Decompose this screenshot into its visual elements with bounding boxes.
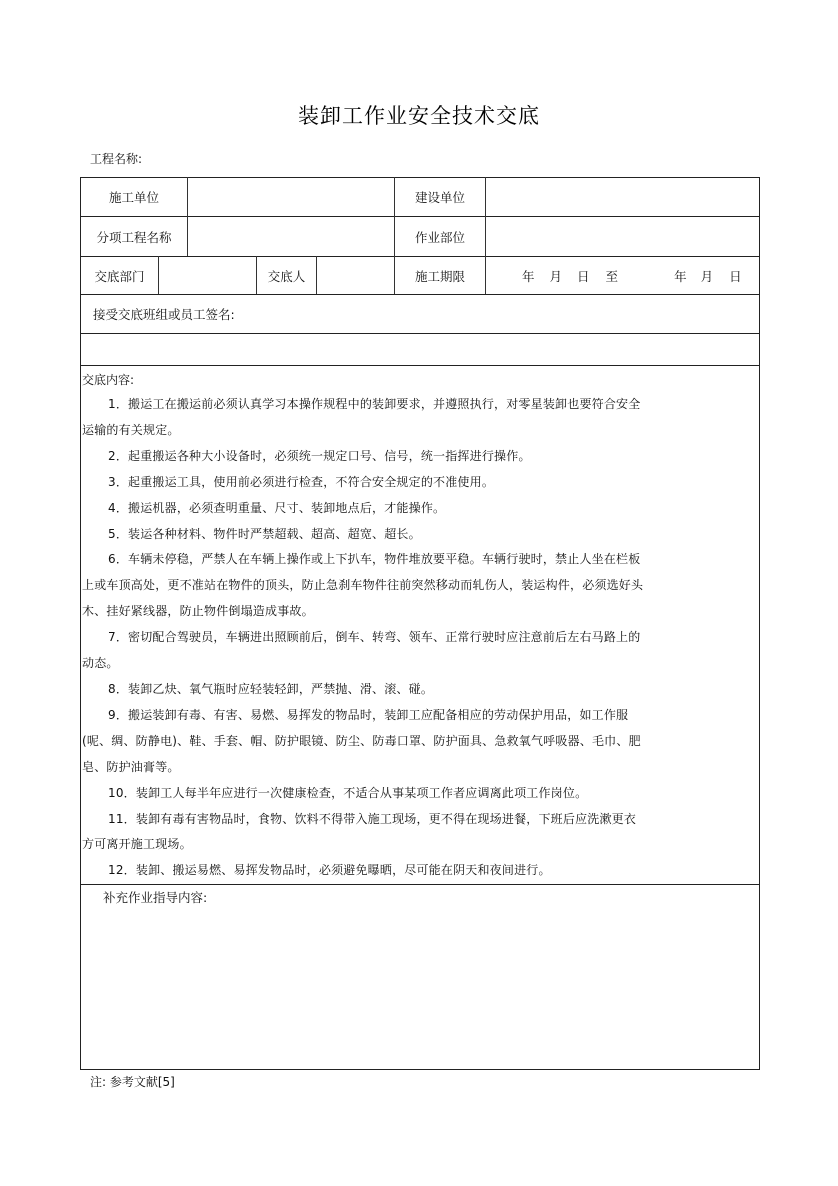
briefer-field[interactable] xyxy=(317,257,394,294)
construction-unit-field[interactable] xyxy=(188,178,394,216)
briefing-item: 5．装运各种材料、物件时严禁超载、超高、超宽、超长。 xyxy=(108,526,421,541)
briefing-item: 2．起重搬运各种大小设备时，必须统一规定口号、信号，统一指挥进行操作。 xyxy=(108,448,531,463)
supplement-field[interactable] xyxy=(81,908,759,1068)
period-label: 施工期限 xyxy=(414,268,465,284)
content-label: 交底内容: xyxy=(82,373,135,387)
period-to: 至 xyxy=(605,268,619,284)
period-field[interactable] xyxy=(486,257,759,294)
construction-unit-label: 施工单位 xyxy=(108,190,159,205)
briefing-item: 3．起重搬运工具，使用前必须进行检查，不符合安全规定的不准使用。 xyxy=(108,474,495,489)
briefing-item: 9．搬运装卸有毒、有害、易燃、易挥发的物品时，装卸工应配备相应的劳动保护用品，如工作服(呢、绸、防静电)、鞋、手套、帽、防护眼镜、防尘、防毒口罩、防护面具、急救氧气呼吸器、毛巾、肥皂、防护油膏等。 xyxy=(82,707,641,774)
supplement-label: 补充作业指导内容: xyxy=(103,890,208,905)
period-month-start: 月 xyxy=(549,268,563,284)
briefing-item: 6．车辆未停稳，严禁人在车辆上操作或上下扒车，物件堆放要平稳。车辆行驶时，禁止人坐在栏板上或车顶高处，更不准站在物件的顶头，防止急刹车物件往前突然移动而轧伤人，装运构件，必须选好头木、挂好紧线器，防止物件倒塌造成事故。 xyxy=(82,552,644,619)
briefing-item: 8．装卸乙炔、氧气瓶时应轻装轻卸，严禁抛、滑、滚、碰。 xyxy=(108,681,434,696)
briefing-dept-field[interactable] xyxy=(159,257,256,294)
owner-unit-label: 建设单位 xyxy=(414,190,465,205)
project-name-label: 工程名称: xyxy=(90,152,143,166)
owner-unit-field[interactable] xyxy=(486,178,759,216)
briefing-item: 7．密切配合驾驶员，车辆进出照顾前后，倒车、转弯、领车、正常行驶时应注意前后左右马路上的动态。 xyxy=(82,630,641,671)
signature-label: 接受交底班组或员工签名: xyxy=(93,307,235,322)
work-location-field[interactable] xyxy=(486,217,759,256)
signature-field[interactable] xyxy=(81,334,759,365)
briefing-item: 10．装卸工人每半年应进行一次健康检查，不适合从事某项工作者应调离此项工作岗位。 xyxy=(108,785,588,800)
reference-note: 注: 参考文献[5] xyxy=(90,1075,175,1089)
period-year-end: 年 xyxy=(674,268,687,284)
sub-project-label: 分项工程名称 xyxy=(96,229,172,245)
briefing-dept-label: 交底部门 xyxy=(94,268,145,284)
briefing-item: 4．搬运机器，必须查明重量、尺寸、装卸地点后，才能操作。 xyxy=(108,500,446,515)
document-title: 装卸工作业安全技术交底 xyxy=(298,104,540,128)
sub-project-field[interactable] xyxy=(188,217,394,256)
briefing-item: 1．搬运工在搬运前必须认真学习本操作规程中的装卸要求，并遵照执行，对零星装卸也要符合安全运输的有关规定。 xyxy=(82,397,641,437)
period-day-start: 日 xyxy=(577,268,590,284)
briefing-items xyxy=(82,392,648,884)
period-month-end: 月 xyxy=(700,268,714,284)
row-divider xyxy=(80,365,760,366)
briefer-label: 交底人 xyxy=(267,268,306,284)
period-year-start: 年 xyxy=(522,268,535,284)
period-day-end: 日 xyxy=(729,268,742,284)
briefing-item: 12．装卸、搬运易燃、易挥发物品时，必须避免曝晒，尽可能在阴天和夜间进行。 xyxy=(108,863,551,878)
briefing-item: 11．装卸有毒有害物品时，食物、饮料不得带入施工现场，更不得在现场进餐，下班后应洗漱更衣方可离开施工现场。 xyxy=(82,811,637,852)
work-location-label: 作业部位 xyxy=(414,229,465,245)
